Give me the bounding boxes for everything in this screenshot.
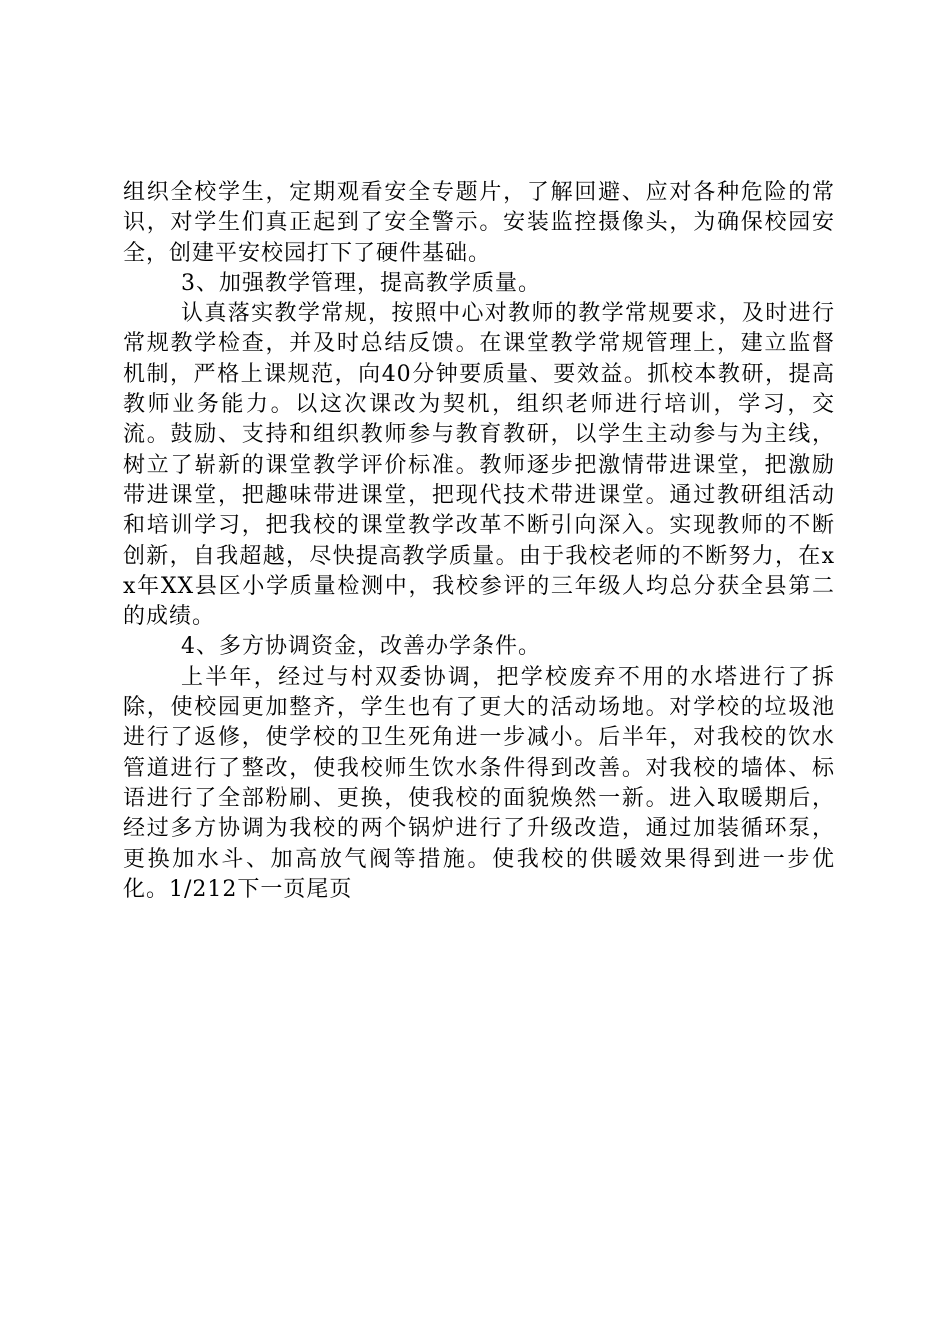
document-body (123, 178, 835, 905)
paragraph-school-conditions: 上半年，经过与村双委协调，把学校废弃不用的水塔进行了拆除，使校园更加整齐，学生也有了更大的活动场地。对学校的垃圾池进行了返修，使学校的卫生死角进一步减小。后半年，对我校的饮水管道进行了整改，使我校师生饮水条件得到改善。对我校的墙体、标语进行了全部粉刷、更换，使我校的面貌焕然一新。进入取暖期后，经过多方协调为我校的两个锅炉进行了升级改造，通过加装循环泵，更换加水斗、加高放气阀等措施。使我校的供暖效果得到进一步优化。1/212下一页尾页 (123, 664, 835, 902)
section-heading-3: 3、加强教学管理，提高教学质量。 (181, 270, 541, 296)
section-heading-4: 4、多方协调资金，改善办学条件。 (181, 634, 541, 660)
paragraph-teaching-management: 认真落实教学常规，按照中心对教师的教学常规要求，及时进行常规教学检查，并及时总结反馈。在课堂教学常规管理上，建立监督机制，严格上课规范，向40分钟要质量、要效益。抓校本教研，提高教师业务能力。以这次课改为契机，组织老师进行培训，学习，交流。鼓励、支持和组织教师参与教育教研，以学生主动参与为主线，树立了崭新的课堂教学评价标准。教师逐步把激情带进课堂，把激励带进课堂，把趣味带进课堂，把现代技术带进课堂。通过教研组活动和培训学习，把我校的课堂教学改革不断引向深入。实现教师的不断创新，自我超越，尽快提高教学质量。由于我校老师的不断努力，在xx年XX县区小学质量检测中，我校参评的三年级人均总分获全县第二的成绩。 (123, 301, 835, 630)
paragraph-continued: 组织全校学生，定期观看安全专题片，了解回避、应对各种危险的常识，对学生们真正起到了安全警示。安装监控摄像头，为确保校园安全，创建平安校园打下了硬件基础。 (123, 180, 835, 266)
